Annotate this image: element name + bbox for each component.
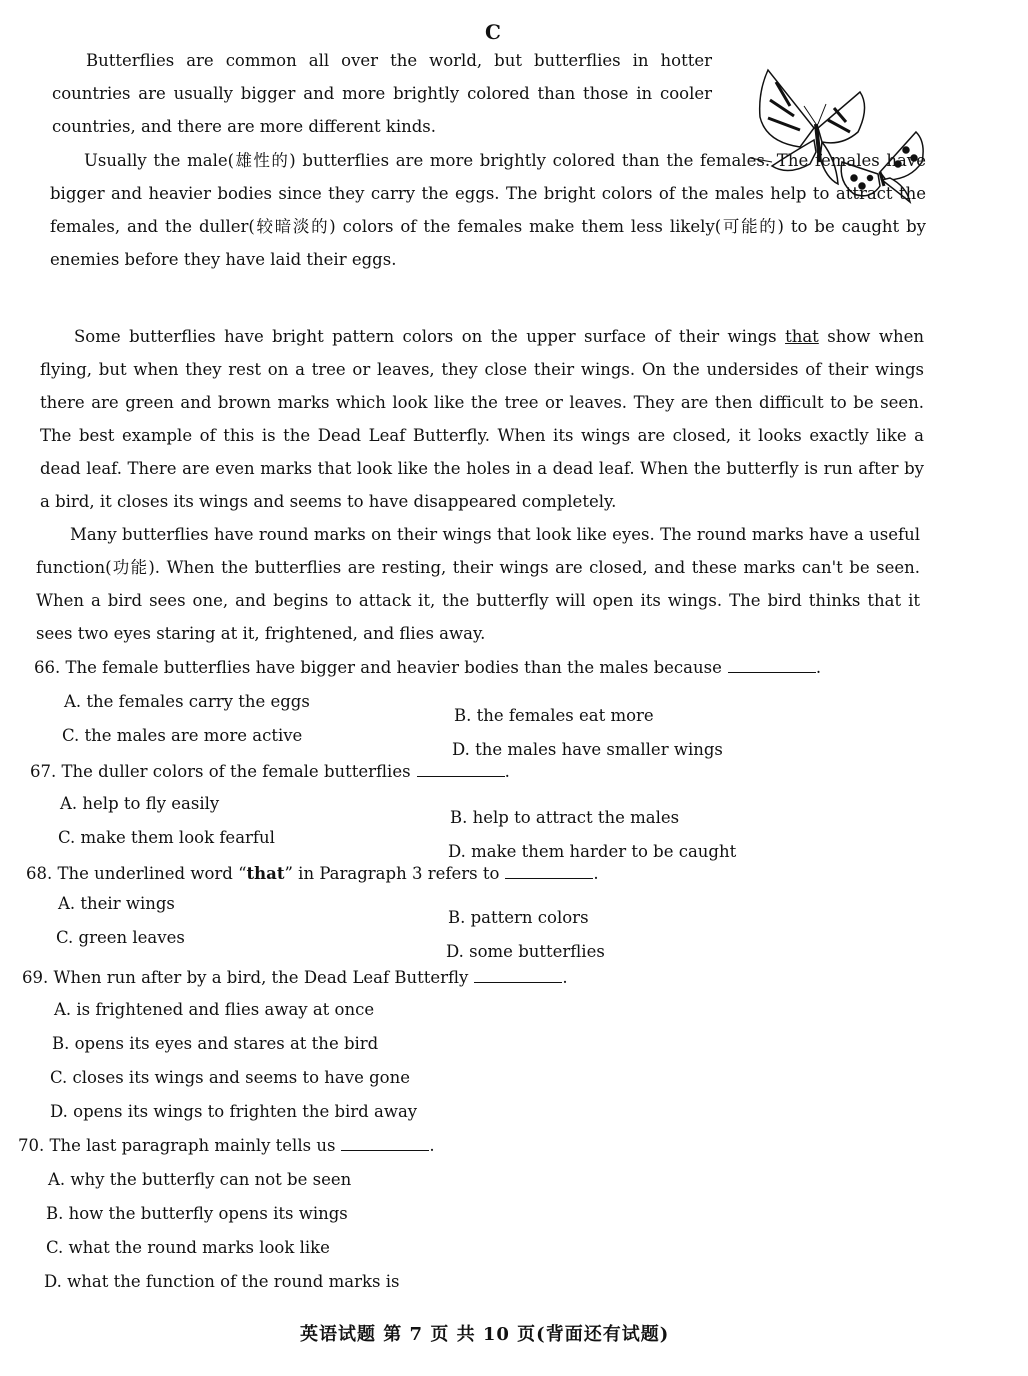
option-69-d: D. opens its wings to frighten the bird away (50, 1102, 418, 1121)
option-69-c: C. closes its wings and seems to have gone (50, 1068, 410, 1087)
question-end-mark: . (815, 658, 822, 677)
answer-blank (728, 656, 816, 673)
option-66-b: B. the females eat more (454, 706, 654, 725)
option-67-c: C. make them look fearful (58, 828, 275, 847)
paragraph-3-text-before: Some butterflies have bright pattern colors on the upper surface of their wings (74, 327, 786, 346)
question-stem: 66. The female butterflies have bigger and heavier bodies than the males because (34, 658, 722, 677)
underlined-word-that: that (785, 327, 819, 346)
question-69 (22, 966, 568, 990)
option-66-d: D. the males have smaller wings (452, 740, 723, 759)
option-68-d: D. some butterflies (446, 942, 605, 961)
question-end-mark: . (562, 968, 568, 987)
question-stem-before: 68. The underlined word “ (26, 864, 247, 883)
section-letter: C (485, 20, 501, 44)
option-68-c: C. green leaves (56, 928, 185, 947)
answer-blank (505, 862, 593, 879)
paragraph-3-text-after: show when flying, but when they rest on a tree or leaves, they close their wings. On the undersides of their wings there are green and brown marks which look like the tree or leaves. They are then difficult to be seen. The best example of this is the Dead Leaf Butterfly. When its wings are closed, it looks exactly like a dead leaf. There are even marks that look like the holes in a dead leaf. When the butterfly is run after by a bird, it closes its wings and seems to have disappeared completely. (40, 327, 924, 511)
question-68 (26, 862, 599, 886)
option-67-b: B. help to attract the males (450, 808, 680, 827)
question-end-mark: . (593, 864, 599, 883)
question-66 (34, 656, 821, 680)
option-70-c: C. what the round marks look like (46, 1238, 330, 1257)
option-70-b: B. how the butterfly opens its wings (46, 1204, 348, 1223)
bold-word-that: that (246, 864, 285, 883)
question-stem: 70. The last paragraph mainly tells us (18, 1136, 336, 1155)
option-70-d: D. what the function of the round marks is (44, 1272, 400, 1291)
passage-paragraph-1: Butterflies are common all over the world, but butterflies in hotter countries are usually bigger and more brightly colored than those in cooler countries, and there are more different kinds. (52, 51, 712, 136)
answer-blank (341, 1134, 429, 1151)
page-footer: 英语试题 第 7 页 共 10 页(背面还有试题) (300, 1324, 670, 1345)
option-69-b: B. opens its eyes and stares at the bird (52, 1034, 379, 1053)
option-70-a: A. why the butterfly can not be seen (48, 1170, 352, 1189)
option-67-a: A. help to fly easily (60, 794, 220, 813)
passage-paragraph-2: Usually the male(雄性的) butterflies are more brightly colored than the females. The females have bigger and heavier bodies since they carry the eggs. The bright colors of the males help to attract the females, and the duller(较暗淡的) colors of the females make them less likely(可能的) to be caught by enemies before they have laid their eggs. (50, 151, 926, 269)
question-stem: 67. The duller colors of the female butterflies (30, 762, 411, 781)
option-67-d: D. make them harder to be caught (448, 842, 737, 861)
option-66-c: C. the males are more active (62, 726, 303, 745)
question-67 (30, 760, 510, 784)
question-end-mark: . (504, 762, 510, 781)
question-end-mark: . (429, 1136, 435, 1155)
option-69-a: A. is frightened and flies away at once (54, 1000, 375, 1019)
option-66-a: A. the females carry the eggs (64, 692, 310, 711)
passage-paragraph-3 (40, 320, 924, 518)
question-stem-after: ” in Paragraph 3 refers to (284, 864, 500, 883)
passage-paragraph-4: Many butterflies have round marks on their wings that look like eyes. The round marks have a useful function(功能). When the butterflies are resting, their wings are closed, and these marks can't be seen. When a bird sees one, and begins to attack it, the butterfly will open its wings. The bird thinks that it sees two eyes staring at it, frightened, and flies away. (36, 525, 920, 643)
option-68-a: A. their wings (58, 894, 175, 913)
option-68-b: B. pattern colors (448, 908, 589, 927)
question-stem: 69. When run after by a bird, the Dead Leaf Butterfly (22, 968, 469, 987)
answer-blank (417, 760, 505, 777)
question-70 (18, 1134, 435, 1158)
answer-blank (474, 966, 562, 983)
